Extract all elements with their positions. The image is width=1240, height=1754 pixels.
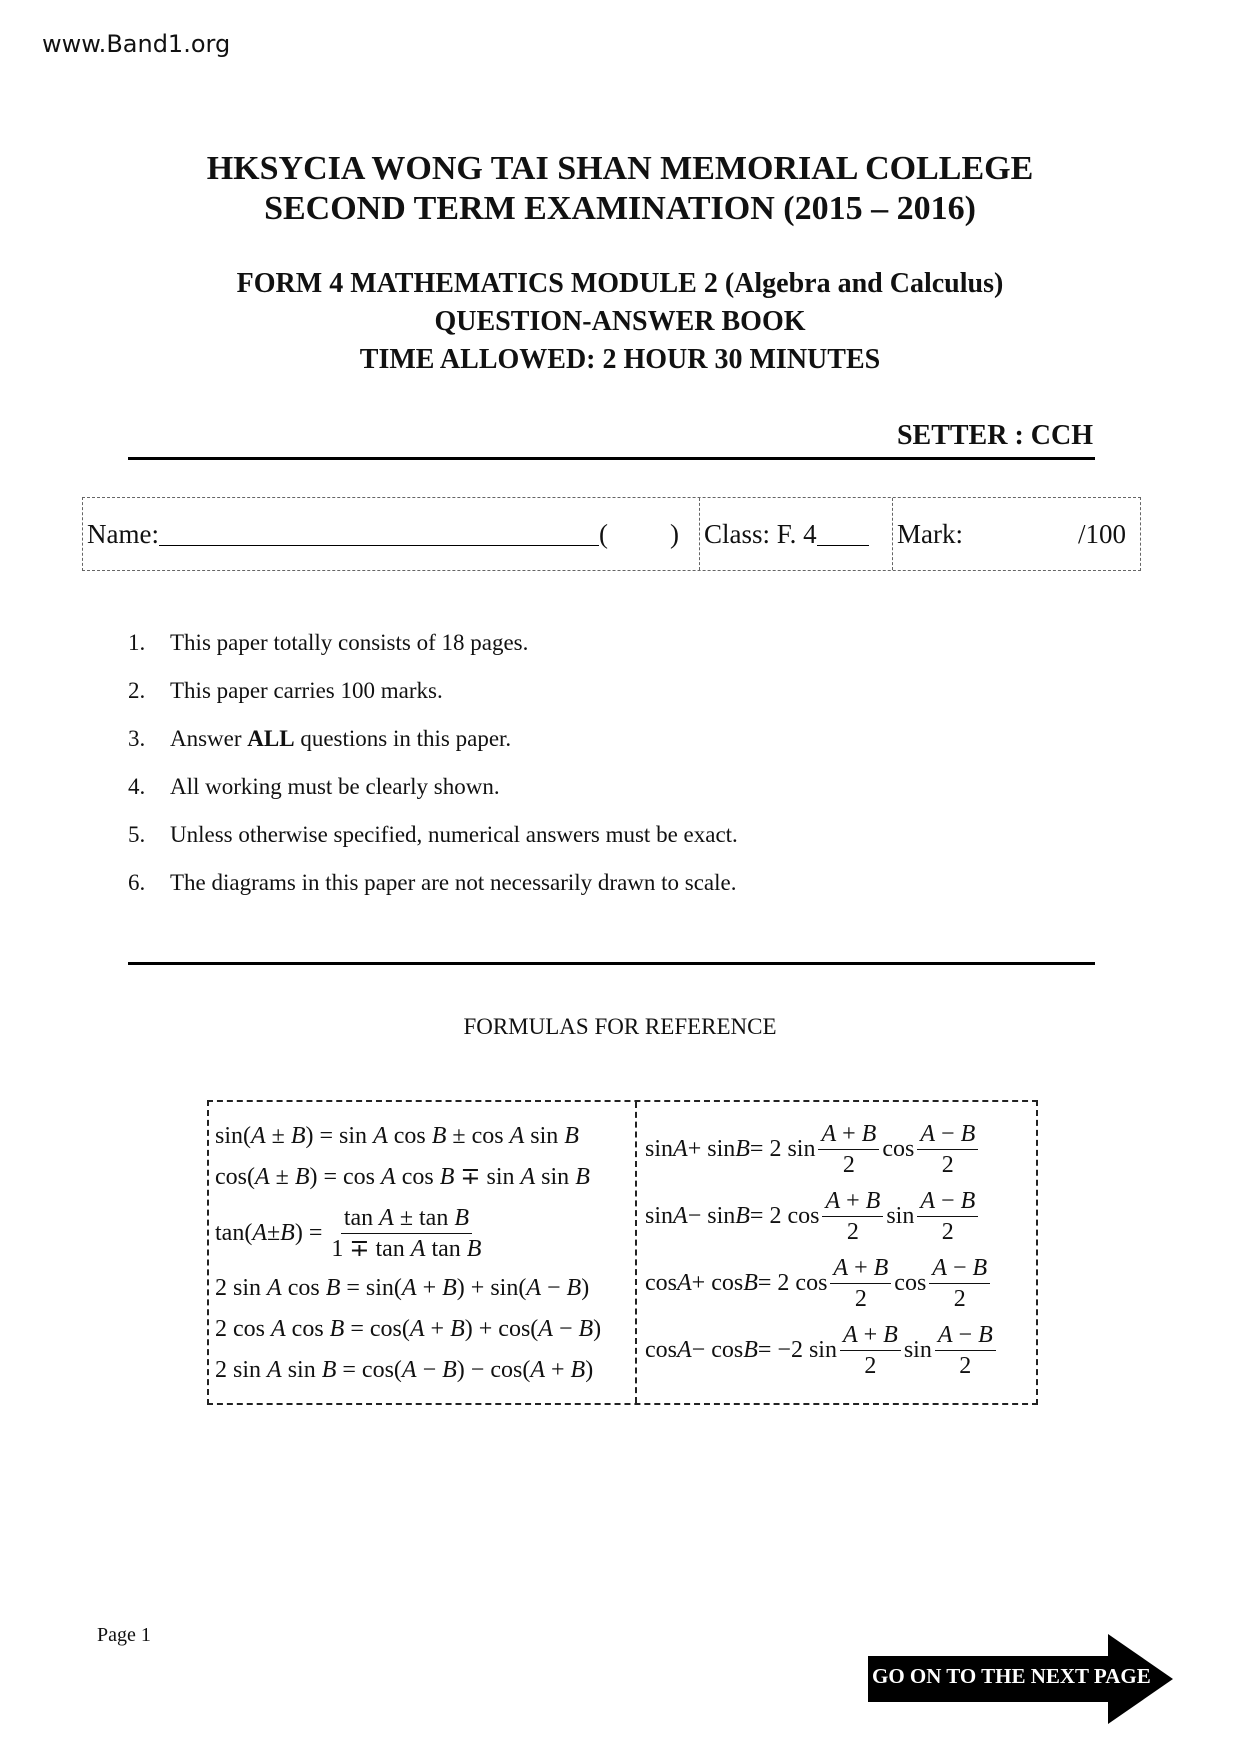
compound-angle-formulas [209, 1102, 637, 1403]
setter-label: SETTER : CCH [896, 420, 1093, 451]
class-label: Class: F. 4 [704, 518, 817, 549]
instruction-item: 3. Answer ALL questions in this paper. [128, 726, 512, 751]
sum-to-product-formulas [637, 1102, 1036, 1403]
name-cell[interactable] [83, 498, 700, 570]
header-divider [128, 457, 1095, 460]
formula-product-sinsin: 2 sin A sin B = cos(A − B) − cos(A + B) [215, 1357, 594, 1383]
instruction-item: 6. The diagrams in this paper are not necessarily drawn to scale. [128, 870, 737, 895]
instruction-item: 1. This paper totally consists of 18 pages. [128, 630, 529, 655]
formula-sin-minus-sin: sin A − sin B = 2 cos $\frac{A + B}{2}$ sin $\frac{A - B}{2}$ [645, 1183, 1036, 1250]
instruction-item: 5. Unless otherwise specified, numerical answers must be exact. [128, 822, 738, 847]
name-blank[interactable] [159, 523, 599, 546]
school-name: HKSYCIA WONG TAI SHAN MEMORIAL COLLEGE [206, 150, 1034, 187]
formula-product-coscos: 2 cos A cos B = cos(A + B) + cos(A − B) [215, 1316, 602, 1342]
exam-title: SECOND TERM EXAMINATION (2015 – 2016) [264, 190, 976, 227]
paren-close: ) [669, 518, 679, 549]
mark-label: Mark: [897, 518, 963, 549]
formula-cos-minus-cos: cos A − cos B = −2 sin $\frac{A + B}{2}$ sin $\frac{A - B}{2}$ [645, 1317, 1036, 1384]
time-allowed: TIME ALLOWED: 2 HOUR 30 MINUTES [359, 344, 881, 375]
formula-sin-sum: sin(A ± B) = sin A cos B ± cos A sin B [215, 1123, 579, 1149]
instruction-item: 2. This paper carries 100 marks. [128, 678, 443, 703]
formula-tan-sum: tan( A ± B ) = $\frac{\text{tan A ± tan B}}{\text{1 ∓ tan A tan B}}$ [215, 1204, 482, 1262]
formula-product-sincos: 2 sin A cos B = sin(A + B) + sin(A − B) [215, 1275, 590, 1301]
section-divider [128, 962, 1095, 965]
mark-total: /100 [1077, 518, 1126, 549]
formula-cos-plus-cos: cos A + cos B = 2 cos $\frac{A + B}{2}$ cos $\frac{A - B}{2}$ [645, 1250, 1036, 1317]
formula-box [207, 1100, 1038, 1405]
book-title: QUESTION-ANSWER BOOK [434, 306, 806, 337]
name-label: Name: [87, 518, 159, 549]
formula-sin-plus-sin: sin A + sin B = 2 sin $\frac{A + B}{2}$ cos $\frac{A - B}{2}$ [645, 1116, 1036, 1183]
subject-title: FORM 4 MATHEMATICS MODULE 2 (Algebra and Calculus) [236, 268, 1004, 299]
class-blank[interactable] [817, 523, 869, 546]
student-info-box [82, 497, 1141, 571]
next-page-label: GO ON TO THE NEXT PAGE [872, 1664, 1151, 1688]
class-cell[interactable] [700, 498, 893, 570]
instruction-item: 4. All working must be clearly shown. [128, 774, 500, 799]
paren-open: ( [598, 518, 608, 549]
page-number: Page 1 [97, 1624, 151, 1646]
mark-cell [893, 498, 1140, 570]
watermark: www.Band1.org [42, 30, 231, 58]
formula-cos-sum: cos(A ± B) = cos A cos B ∓ sin A sin B [215, 1164, 590, 1190]
formulas-title: FORMULAS FOR REFERENCE [463, 1014, 777, 1039]
